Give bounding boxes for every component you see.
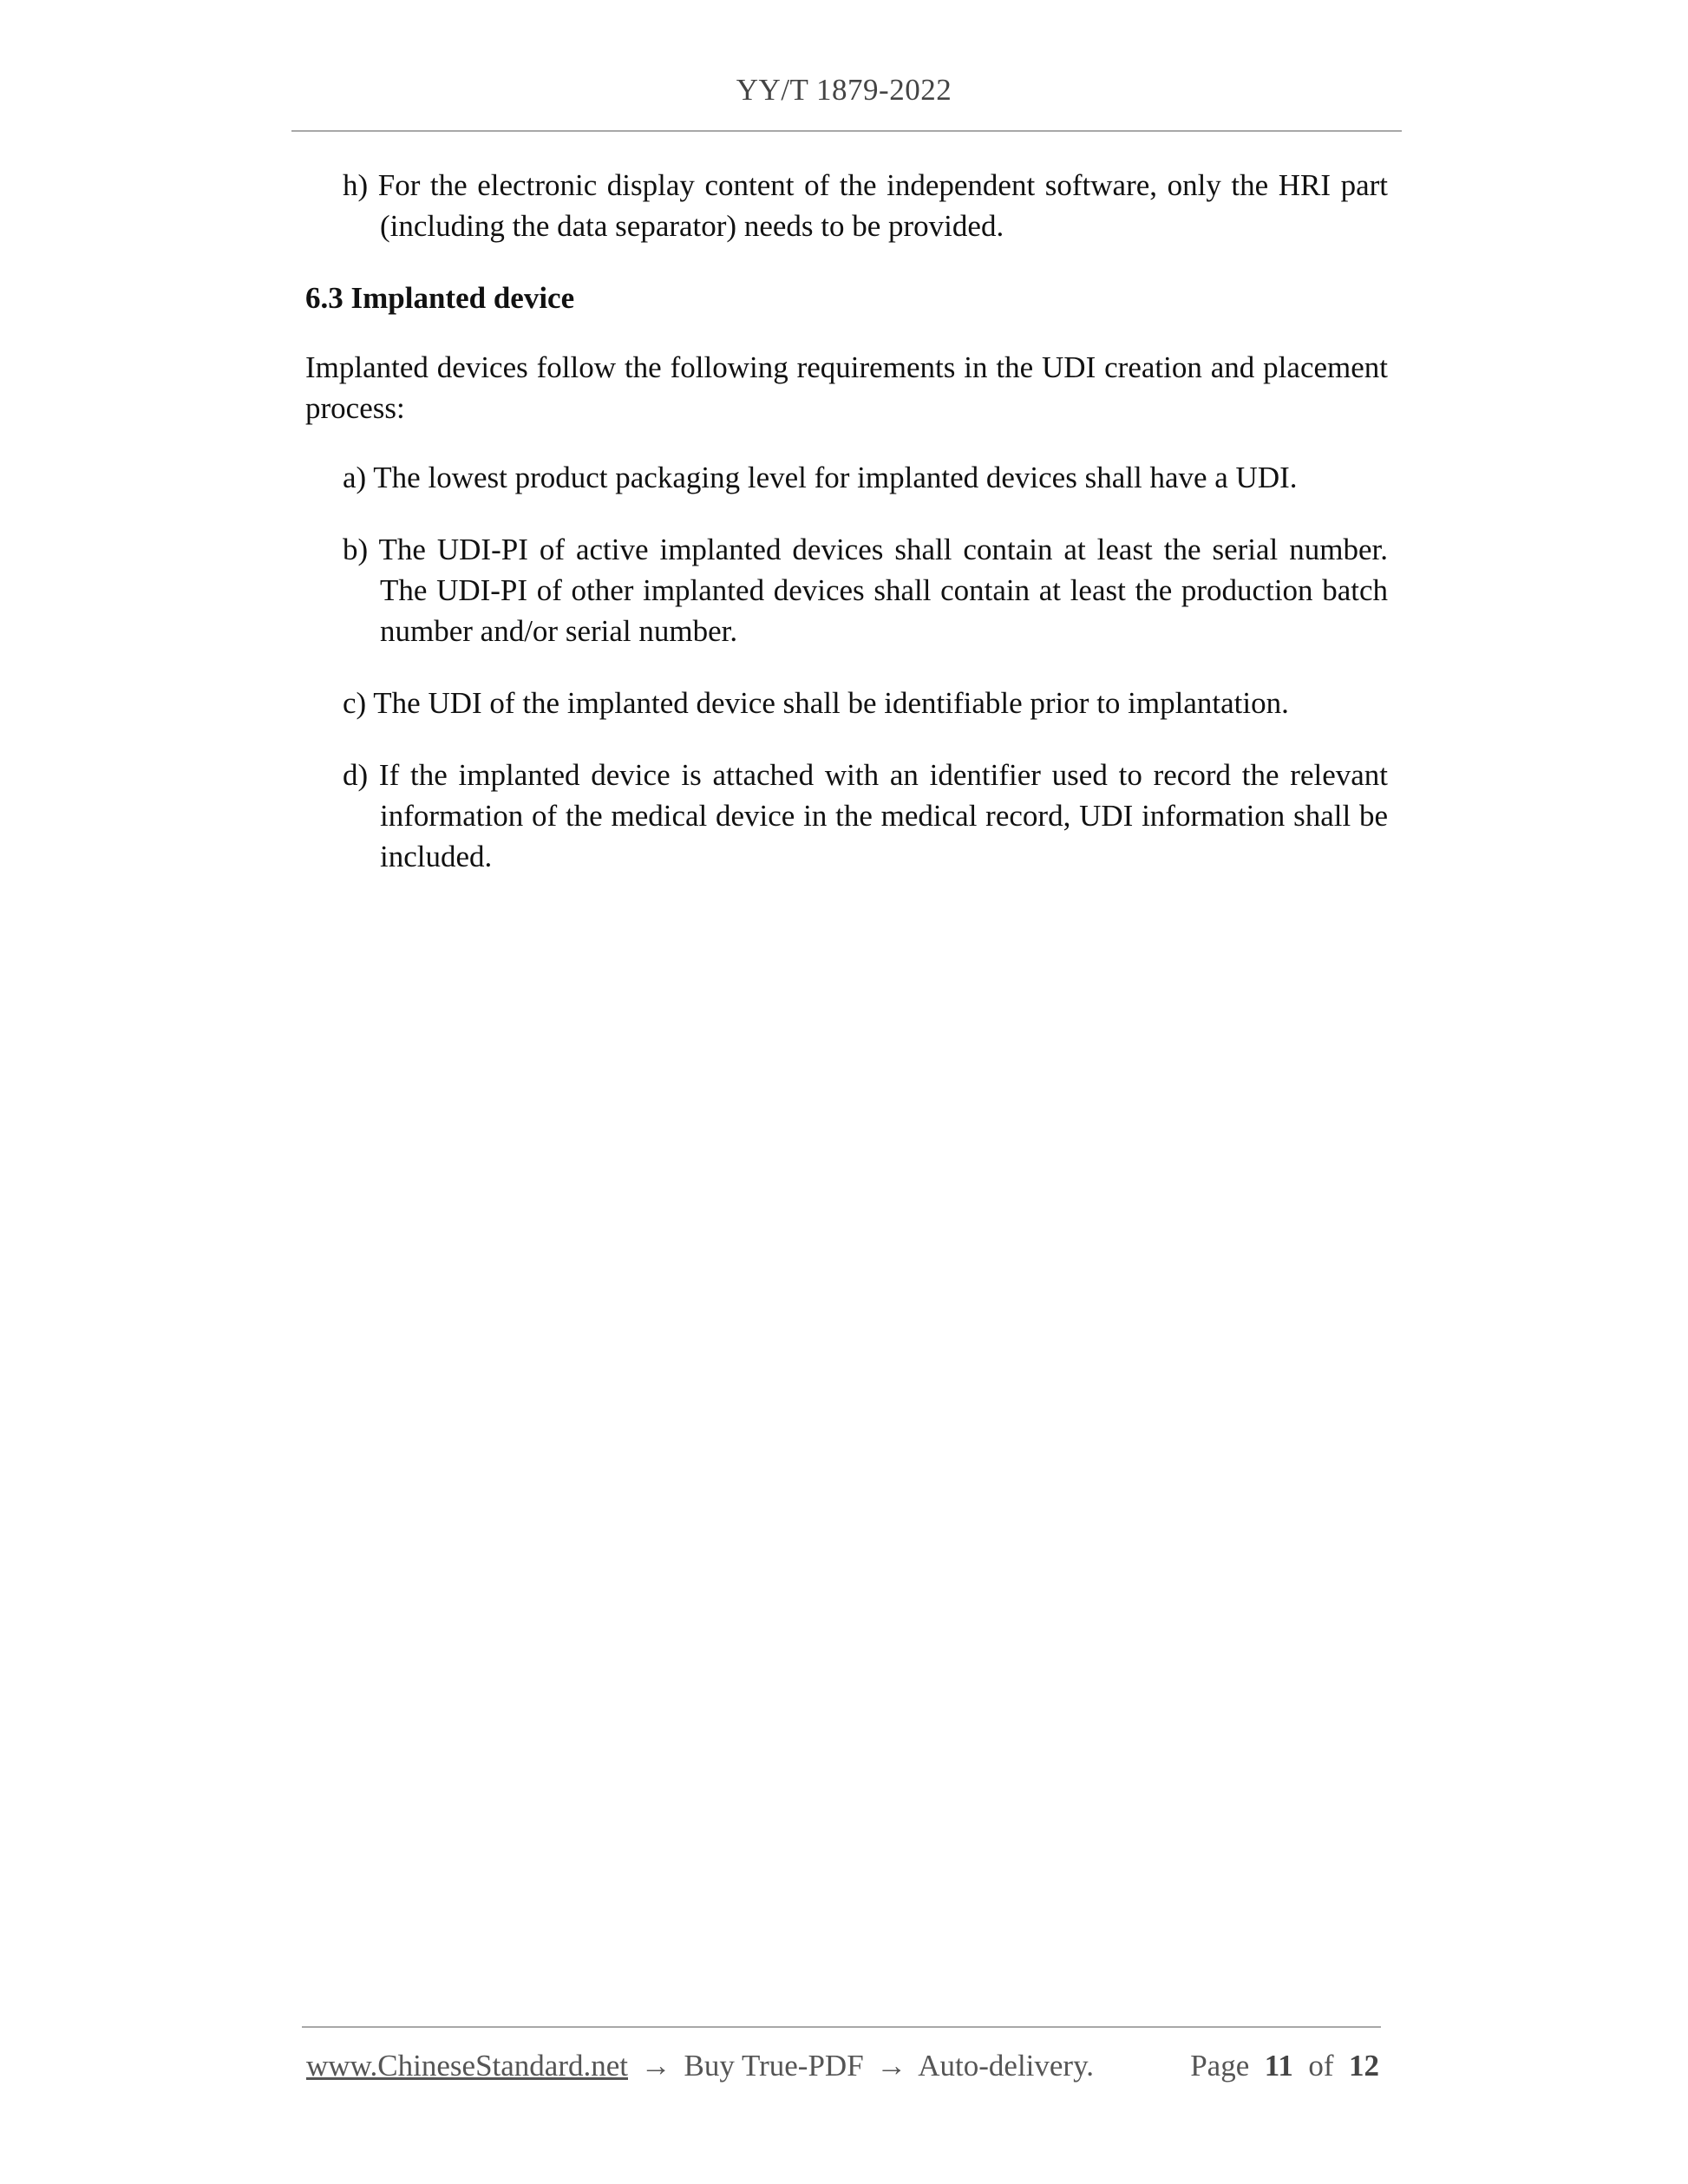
section-heading: 6.3 Implanted device <box>305 281 575 315</box>
list-item-a: a) The lowest product packaging level for implanted devices shall have a UDI. <box>343 461 1298 494</box>
website-link[interactable]: www.ChineseStandard.net <box>306 2049 628 2083</box>
arrow-right-icon: → <box>876 2049 907 2083</box>
list-item-d: d) If the implanted device is attached with an identifier used to record the relevant information of the medical device in the medical record, UDI information shall be included. <box>343 758 1388 873</box>
header-divider <box>291 130 1402 132</box>
page-indicator <box>1190 2049 1379 2083</box>
total-page-number: 12 <box>1349 2049 1379 2083</box>
list-item-b: b) The UDI-PI of active implanted devices shall contain at least the serial number. The UDI-PI of other implanted devices shall contain at least the production batch number and/or serial number. <box>343 533 1388 648</box>
page-of-label: of <box>1308 2049 1334 2083</box>
document-body <box>305 165 1388 908</box>
section-intro: Implanted devices follow the following requirements in the UDI creation and placement process: <box>305 350 1388 425</box>
list-item-c: c) The UDI of the implanted device shall be identifiable prior to implantation. <box>343 686 1289 720</box>
page-header: YY/T 1879-2022 <box>736 73 952 107</box>
list-item-h: h) For the electronic display content of the independent software, only the HRI part (including the data separator) needs to be provided. <box>343 168 1388 243</box>
current-page-number: 11 <box>1264 2049 1293 2083</box>
page-label: Page <box>1190 2049 1250 2083</box>
arrow-right-icon: → <box>640 2049 671 2083</box>
footer-divider <box>302 2026 1381 2028</box>
auto-delivery-text: Auto-delivery. <box>918 2049 1095 2083</box>
footer-promo <box>306 2049 1094 2083</box>
buy-true-pdf-text: Buy True-PDF <box>684 2049 864 2083</box>
